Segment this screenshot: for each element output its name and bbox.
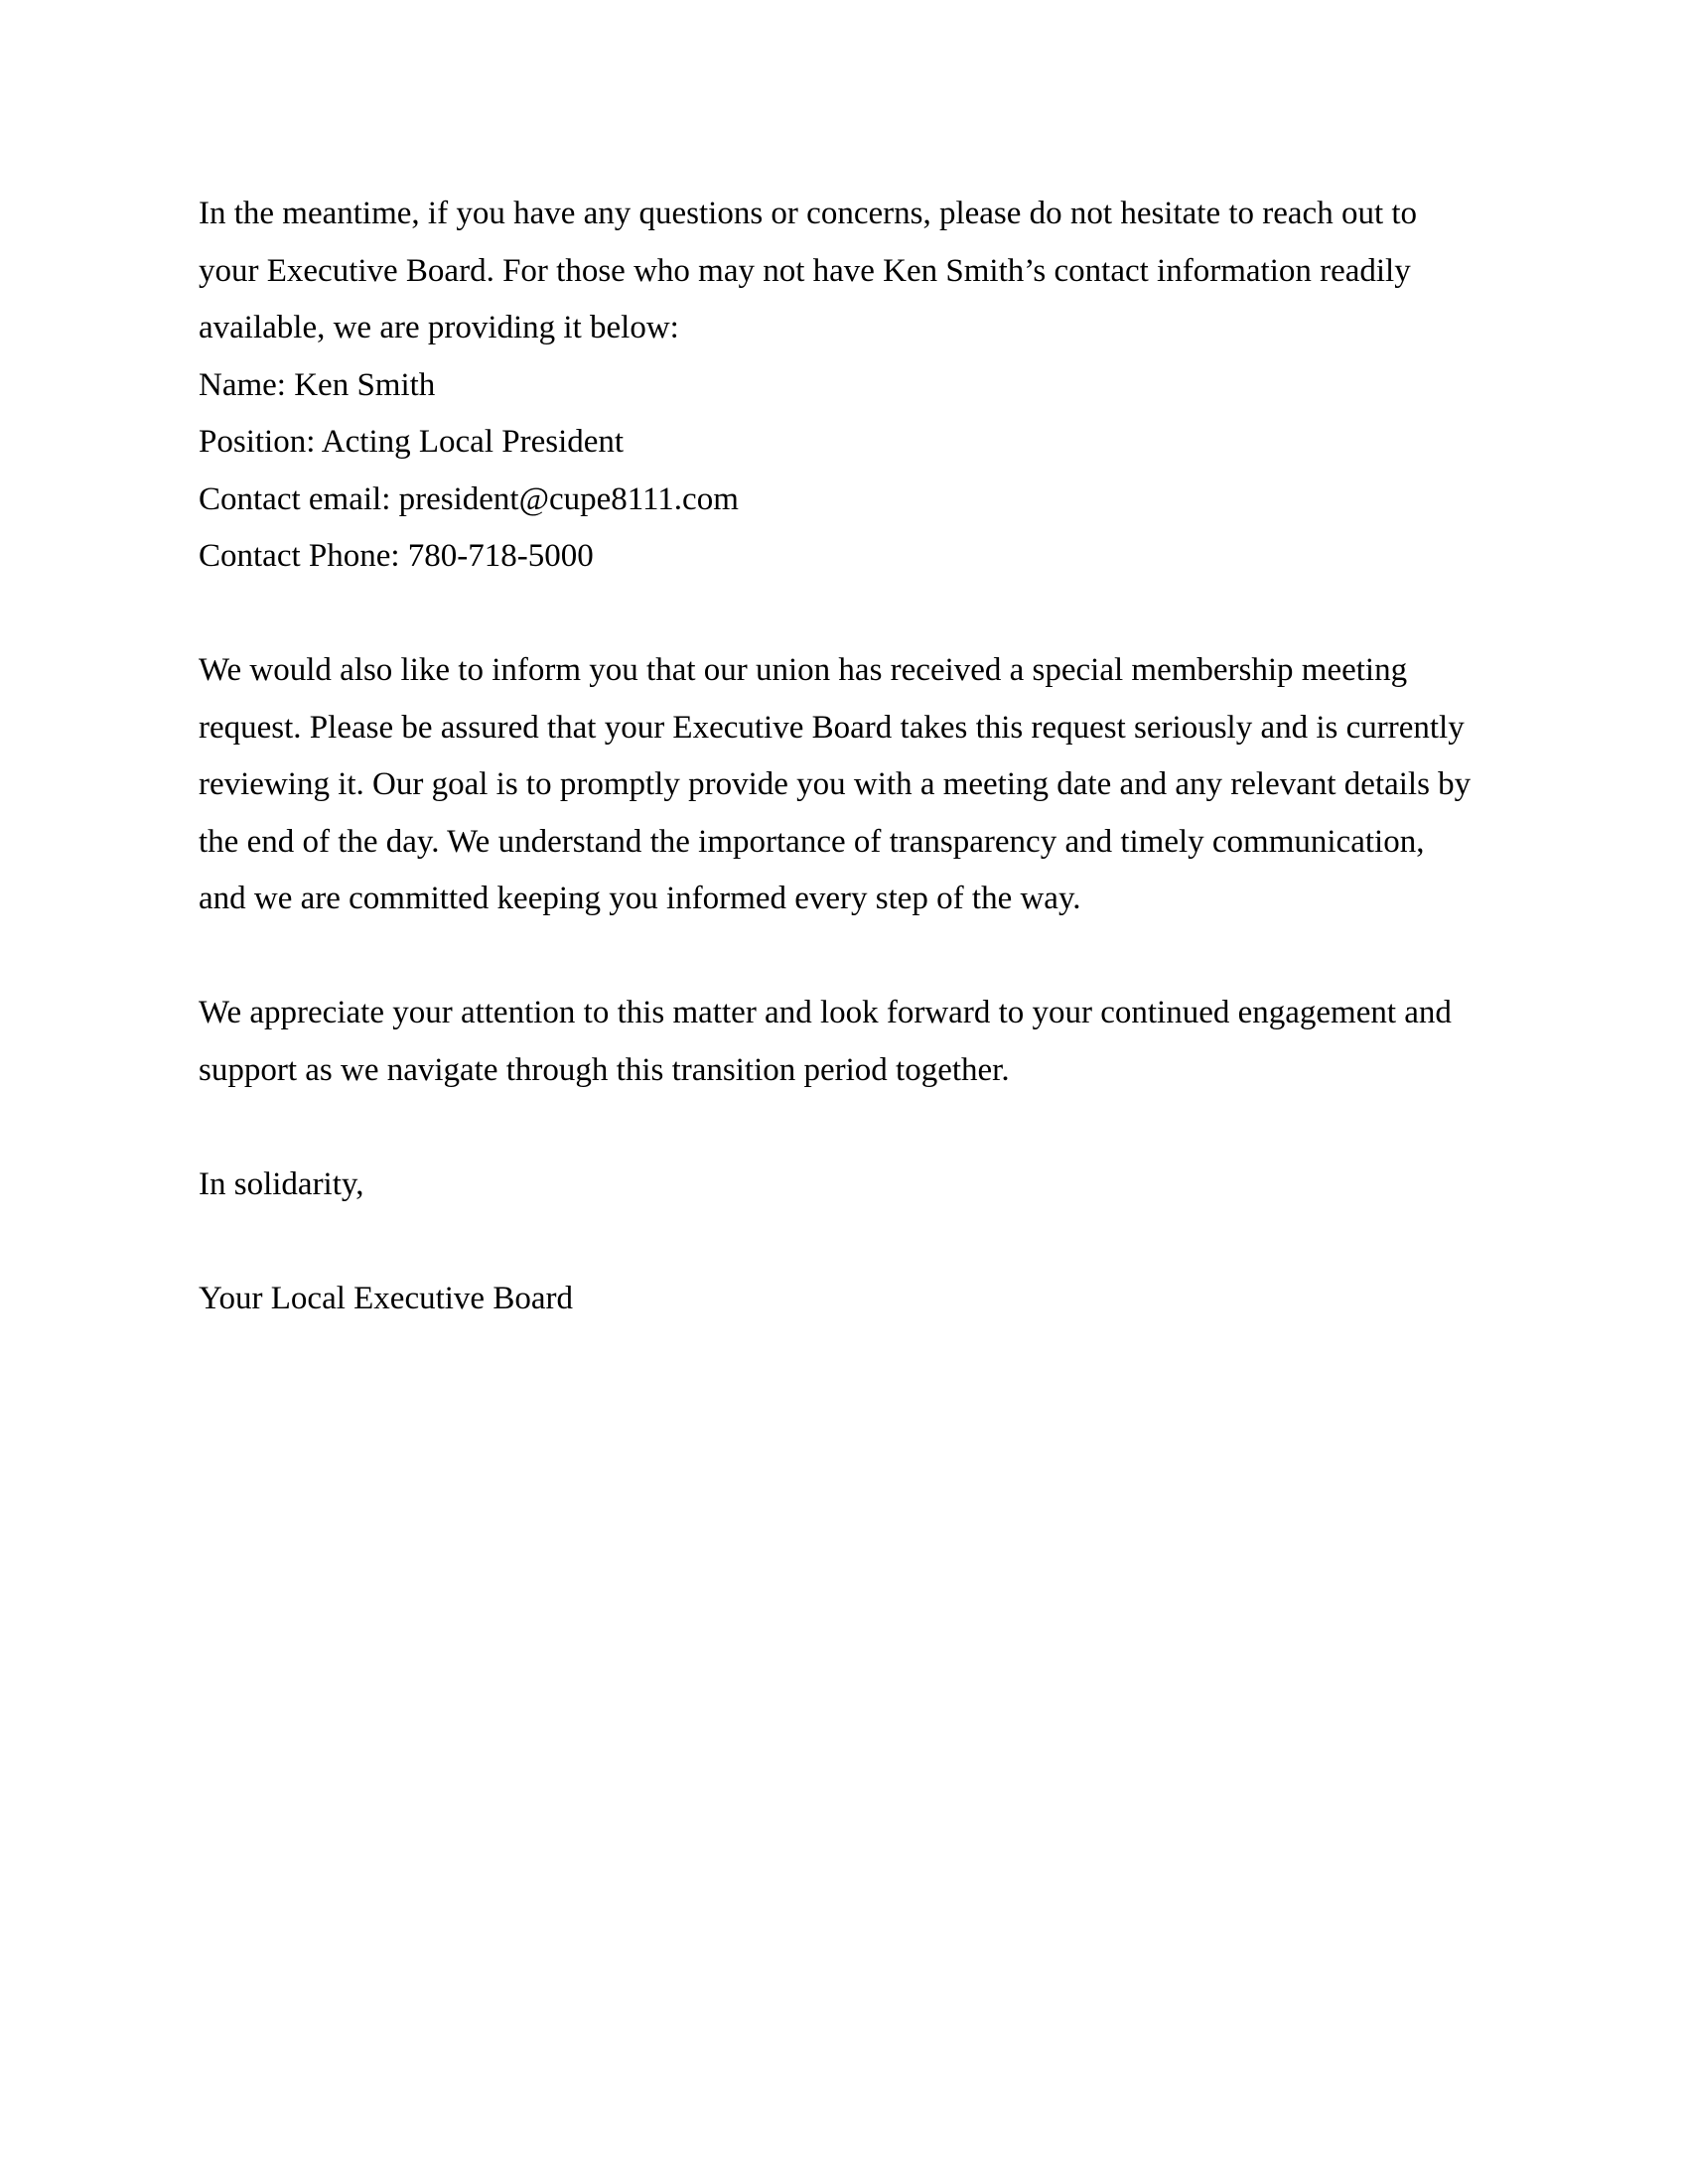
text-line: request. Please be assured that your Executive Board takes this request seriously and is currently: [199, 709, 1465, 746]
text-line: your Executive Board. For those who may not have Ken Smith’s contact information readily: [199, 252, 1411, 289]
paragraph-appreciation: [199, 985, 1489, 1099]
contact-name-line: Name: Ken Smith: [199, 366, 436, 403]
paragraph-meeting-request: [199, 642, 1489, 928]
contact-position-line: Position: Acting Local President: [199, 424, 625, 460]
text-line: In the meantime, if you have any questions or concerns, please do not hesitate to reach out to: [199, 196, 1418, 231]
text-line: We appreciate your attention to this matter and look forward to your continued engagement and: [199, 995, 1452, 1030]
contact-email-line: Contact email: president@cupe8111.com: [199, 480, 739, 517]
text-line: support as we navigate through this transition period together.: [199, 1051, 1010, 1088]
text-line: and we are committed keeping you informed every step of the way.: [199, 881, 1081, 916]
text-line: reviewing it. Our goal is to promptly provide you with a meeting date and any relevant details by: [199, 766, 1472, 802]
paragraph-contact-info: [199, 186, 1489, 586]
contact-phone-line: Contact Phone: 780-718-5000: [199, 538, 594, 574]
signoff-line: In solidarity,: [199, 1165, 364, 1202]
text-line: available, we are providing it below:: [199, 310, 679, 345]
signature-line: Your Local Executive Board: [199, 1280, 573, 1316]
paragraph-signoff: [199, 1157, 1489, 1214]
text-line: the end of the day. We understand the importance of transparency and timely communication,: [199, 823, 1425, 860]
text-line: We would also like to inform you that our union has received a special membership meeting: [199, 652, 1408, 688]
paragraph-signature: [199, 1271, 1489, 1328]
